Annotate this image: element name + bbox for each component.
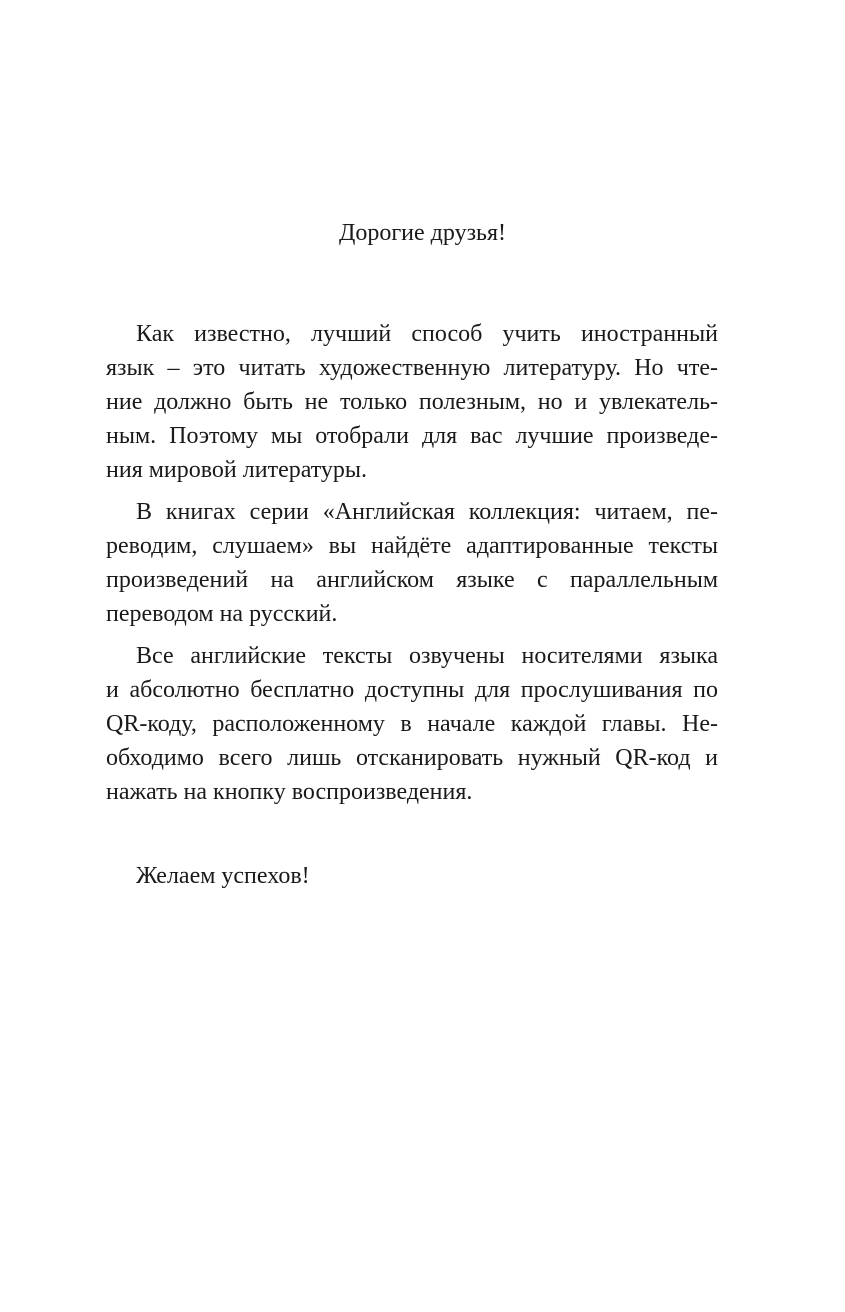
paragraph-2 [106, 495, 718, 631]
text-line: язык – это читать художественную литературу. Но чте- [106, 355, 718, 381]
closing-line: Желаем успехов! [136, 863, 310, 889]
text-line: ным. Поэтому мы отобрали для вас лучшие произведе- [106, 423, 718, 449]
text-line: и абсолютно бесплатно доступны для прослушивания по [106, 677, 718, 703]
text-line: переводом на русский. [106, 601, 338, 627]
text-line: Все английские тексты озвучены носителями языка [136, 643, 718, 669]
text-line: Как известно, лучший способ учить иностранный [136, 321, 718, 347]
text-line: реводим, слушаем» вы найдёте адаптированные тексты [106, 533, 718, 559]
text-line: ния мировой литературы. [106, 457, 368, 483]
text-line: QR-коду, расположенному в начале каждой главы. Не- [106, 711, 718, 737]
text-line: обходимо всего лишь отсканировать нужный QR-код и [106, 745, 718, 771]
paragraph-1 [106, 317, 718, 487]
page-body [106, 317, 718, 893]
text-line: произведений на английском языке с параллельным [106, 567, 718, 593]
text-line: В книгах серии «Английская коллекция: читаем, пе- [136, 499, 718, 525]
text-line: ние должно быть не только полезным, но и увлекатель- [106, 389, 718, 415]
paragraph-3 [106, 639, 718, 809]
page-title: Дорогие друзья! [338, 220, 507, 246]
text-line: нажать на кнопку воспроизведения. [106, 779, 473, 805]
